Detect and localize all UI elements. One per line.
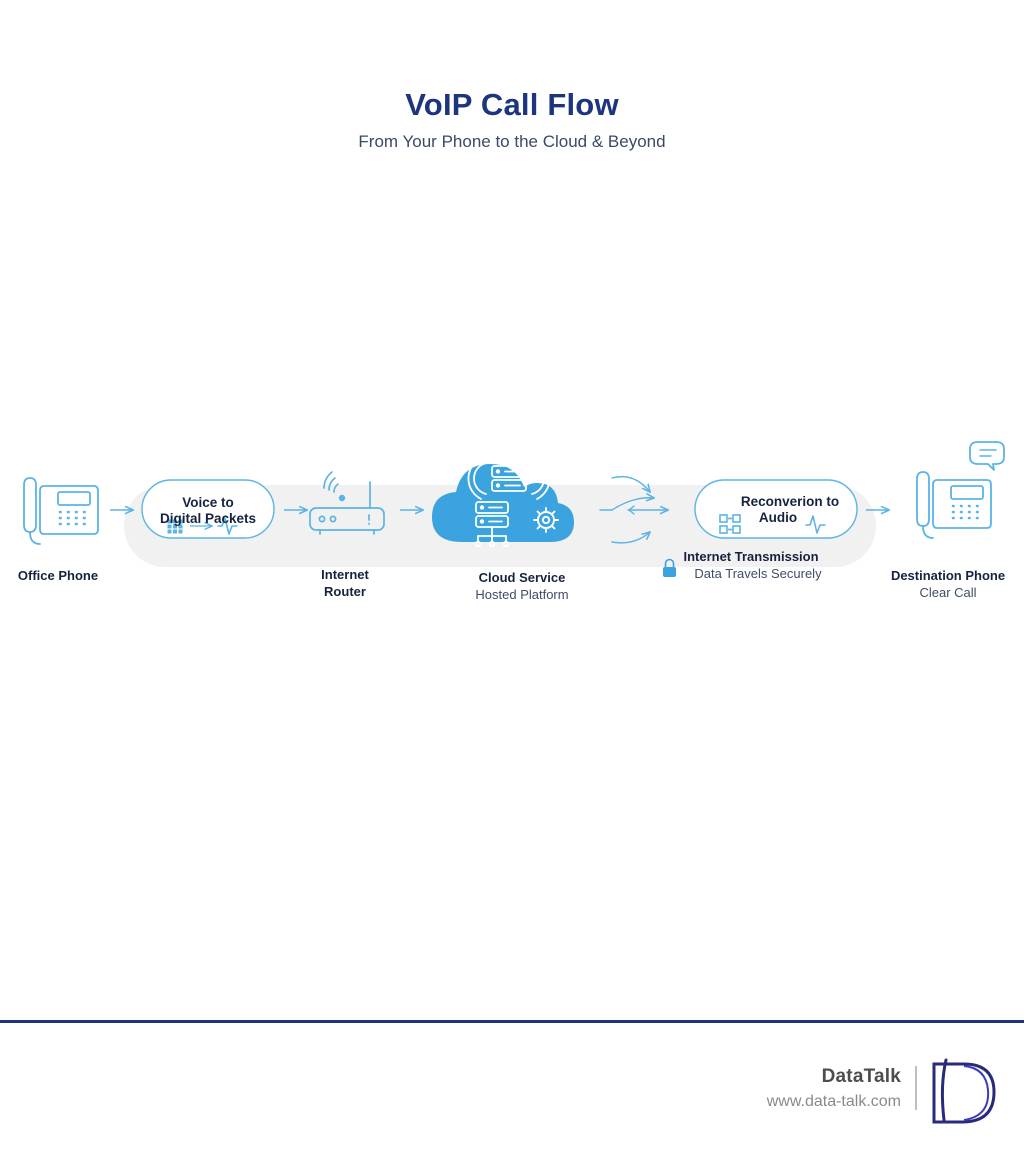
- label-destination-phone-sub: Clear Call: [919, 584, 977, 600]
- label-internet-router-line2: Router: [324, 583, 366, 599]
- footer-divider: [0, 1020, 1024, 1023]
- page-subtitle: From Your Phone to the Cloud & Beyond: [358, 132, 666, 152]
- footer-logo-divider: [915, 1066, 917, 1110]
- node-office-phone-icon: [24, 478, 98, 544]
- label-cloud-service-sub: Hosted Platform: [475, 586, 569, 602]
- brand-logo-icon: [920, 1058, 1006, 1133]
- label-office-phone: Office Phone: [17, 568, 99, 583]
- page-title: VoIP Call Flow: [405, 87, 619, 122]
- label-cloud-service-title: Cloud Service: [478, 570, 566, 585]
- node-destination-phone-icon: [917, 442, 1004, 538]
- label-internet-transmission: [655, 549, 847, 583]
- label-cloud-service: [452, 570, 592, 604]
- label-internet-router: [280, 567, 410, 601]
- pill-label-voice-line2: Digital Packets: [159, 511, 257, 526]
- brand-name: DataTalk: [821, 1066, 901, 1087]
- pill-label-reconversion-line1: Reconverion to: [740, 494, 840, 509]
- pill-label-voice-line1: Voice to: [182, 495, 234, 510]
- pill-label-reconversion-line2: Audio: [758, 510, 798, 525]
- node-reconversion-to-audio: [695, 480, 857, 538]
- footer: [0, 1058, 1024, 1138]
- label-internet-transmission-sub: Data Travels Securely: [694, 565, 822, 581]
- label-destination-phone-title: Destination Phone: [890, 568, 1006, 583]
- footer-brand-text: [767, 1066, 901, 1111]
- node-cloud-service-icon: [432, 458, 574, 546]
- label-destination-phone: [868, 568, 1024, 602]
- label-internet-router-line1: Internet: [321, 567, 369, 582]
- brand-url[interactable]: www.data-talk.com: [766, 1093, 901, 1110]
- label-internet-transmission-title: Internet Transmission: [683, 549, 819, 564]
- page-title-block: [0, 88, 1024, 152]
